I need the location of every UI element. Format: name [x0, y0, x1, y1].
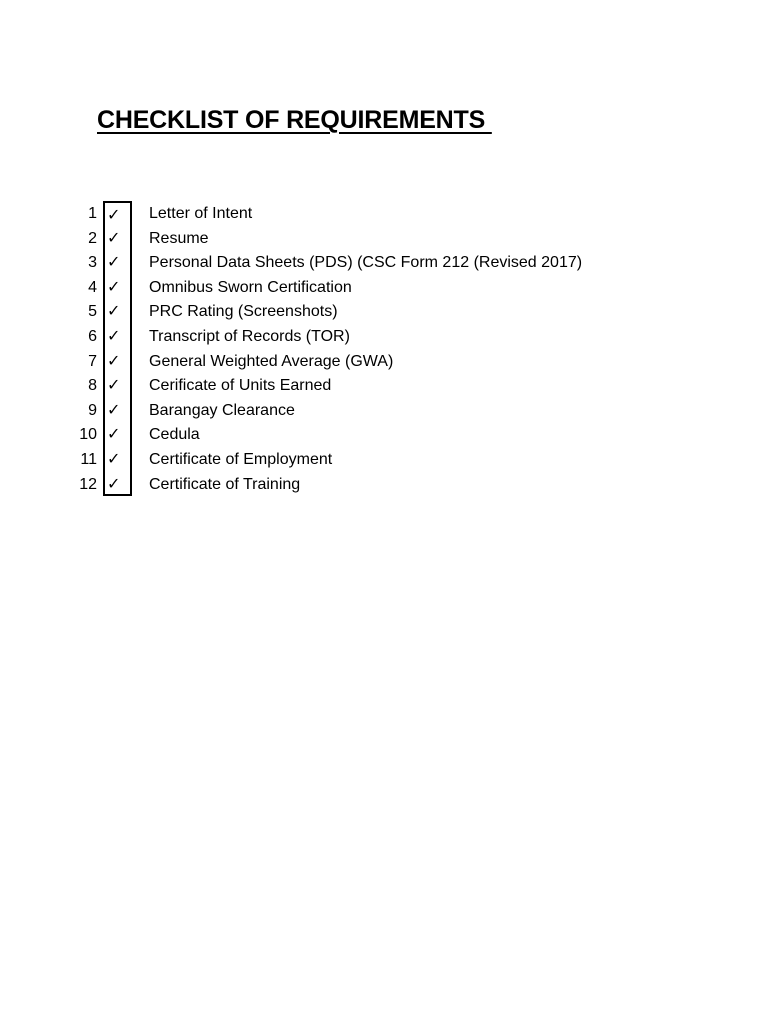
requirements-checklist — [70, 201, 630, 496]
list-item — [70, 422, 630, 447]
checkbox[interactable] — [103, 324, 132, 349]
item-label: Certificate of Training — [149, 475, 301, 493]
item-number: 9 — [88, 401, 97, 419]
list-item — [70, 250, 630, 275]
check-icon: ✓ — [107, 399, 121, 419]
check-icon: ✓ — [107, 325, 121, 345]
check-icon: ✓ — [107, 473, 121, 493]
check-icon: ✓ — [107, 252, 121, 272]
item-label: Personal Data Sheets (PDS) (CSC Form 212 (Revised 2017) — [149, 254, 583, 272]
checkbox[interactable] — [103, 447, 132, 472]
check-icon: ✓ — [107, 375, 121, 395]
checkbox[interactable] — [103, 349, 132, 374]
checkbox[interactable] — [103, 299, 132, 324]
checkbox[interactable] — [103, 250, 132, 275]
list-item — [70, 472, 630, 497]
checkbox[interactable] — [103, 373, 132, 398]
list-item — [70, 226, 630, 251]
item-label: Letter of Intent — [149, 205, 253, 222]
checkbox[interactable] — [103, 275, 132, 300]
item-number: 11 — [80, 450, 97, 468]
checkbox[interactable] — [103, 422, 132, 447]
list-item — [70, 398, 630, 423]
item-label: Certificate of Employment — [149, 450, 333, 468]
list-item — [70, 201, 630, 226]
item-number: 3 — [88, 254, 97, 272]
item-label: Transcript of Records (TOR) — [149, 327, 350, 345]
item-label: PRC Rating (Screenshots) — [149, 303, 338, 321]
list-item — [70, 447, 630, 472]
item-label: Barangay Clearance — [149, 401, 295, 419]
check-icon: ✓ — [107, 205, 121, 224]
page-title: CHECKLIST OF REQUIREMENTS — [97, 106, 492, 134]
list-item — [70, 349, 630, 374]
item-number: 2 — [88, 229, 97, 247]
item-label: Resume — [149, 229, 209, 247]
item-label: General Weighted Average (GWA) — [149, 352, 394, 370]
item-number: 8 — [88, 377, 97, 395]
item-number: 4 — [88, 278, 97, 296]
item-number: 10 — [79, 426, 97, 444]
check-icon: ✓ — [107, 227, 121, 247]
list-item — [70, 324, 630, 349]
item-number: 5 — [88, 303, 97, 321]
list-item — [70, 373, 630, 398]
check-icon: ✓ — [107, 424, 121, 444]
item-number: 12 — [79, 475, 97, 493]
list-item — [70, 275, 630, 300]
item-label: Omnibus Sworn Certification — [149, 278, 352, 296]
check-icon: ✓ — [107, 276, 121, 296]
checkbox[interactable] — [103, 472, 132, 497]
item-number: 6 — [88, 327, 97, 345]
list-item — [70, 299, 630, 324]
item-number: 1 — [88, 205, 97, 222]
check-icon: ✓ — [107, 448, 121, 468]
checkbox[interactable] — [103, 398, 132, 423]
check-icon: ✓ — [107, 350, 121, 370]
item-label: Cerificate of Units Earned — [149, 377, 332, 395]
item-number: 7 — [88, 352, 97, 370]
checkbox[interactable] — [103, 226, 132, 251]
check-icon: ✓ — [107, 301, 121, 321]
item-label: Cedula — [149, 426, 200, 444]
checkbox[interactable] — [103, 201, 132, 226]
